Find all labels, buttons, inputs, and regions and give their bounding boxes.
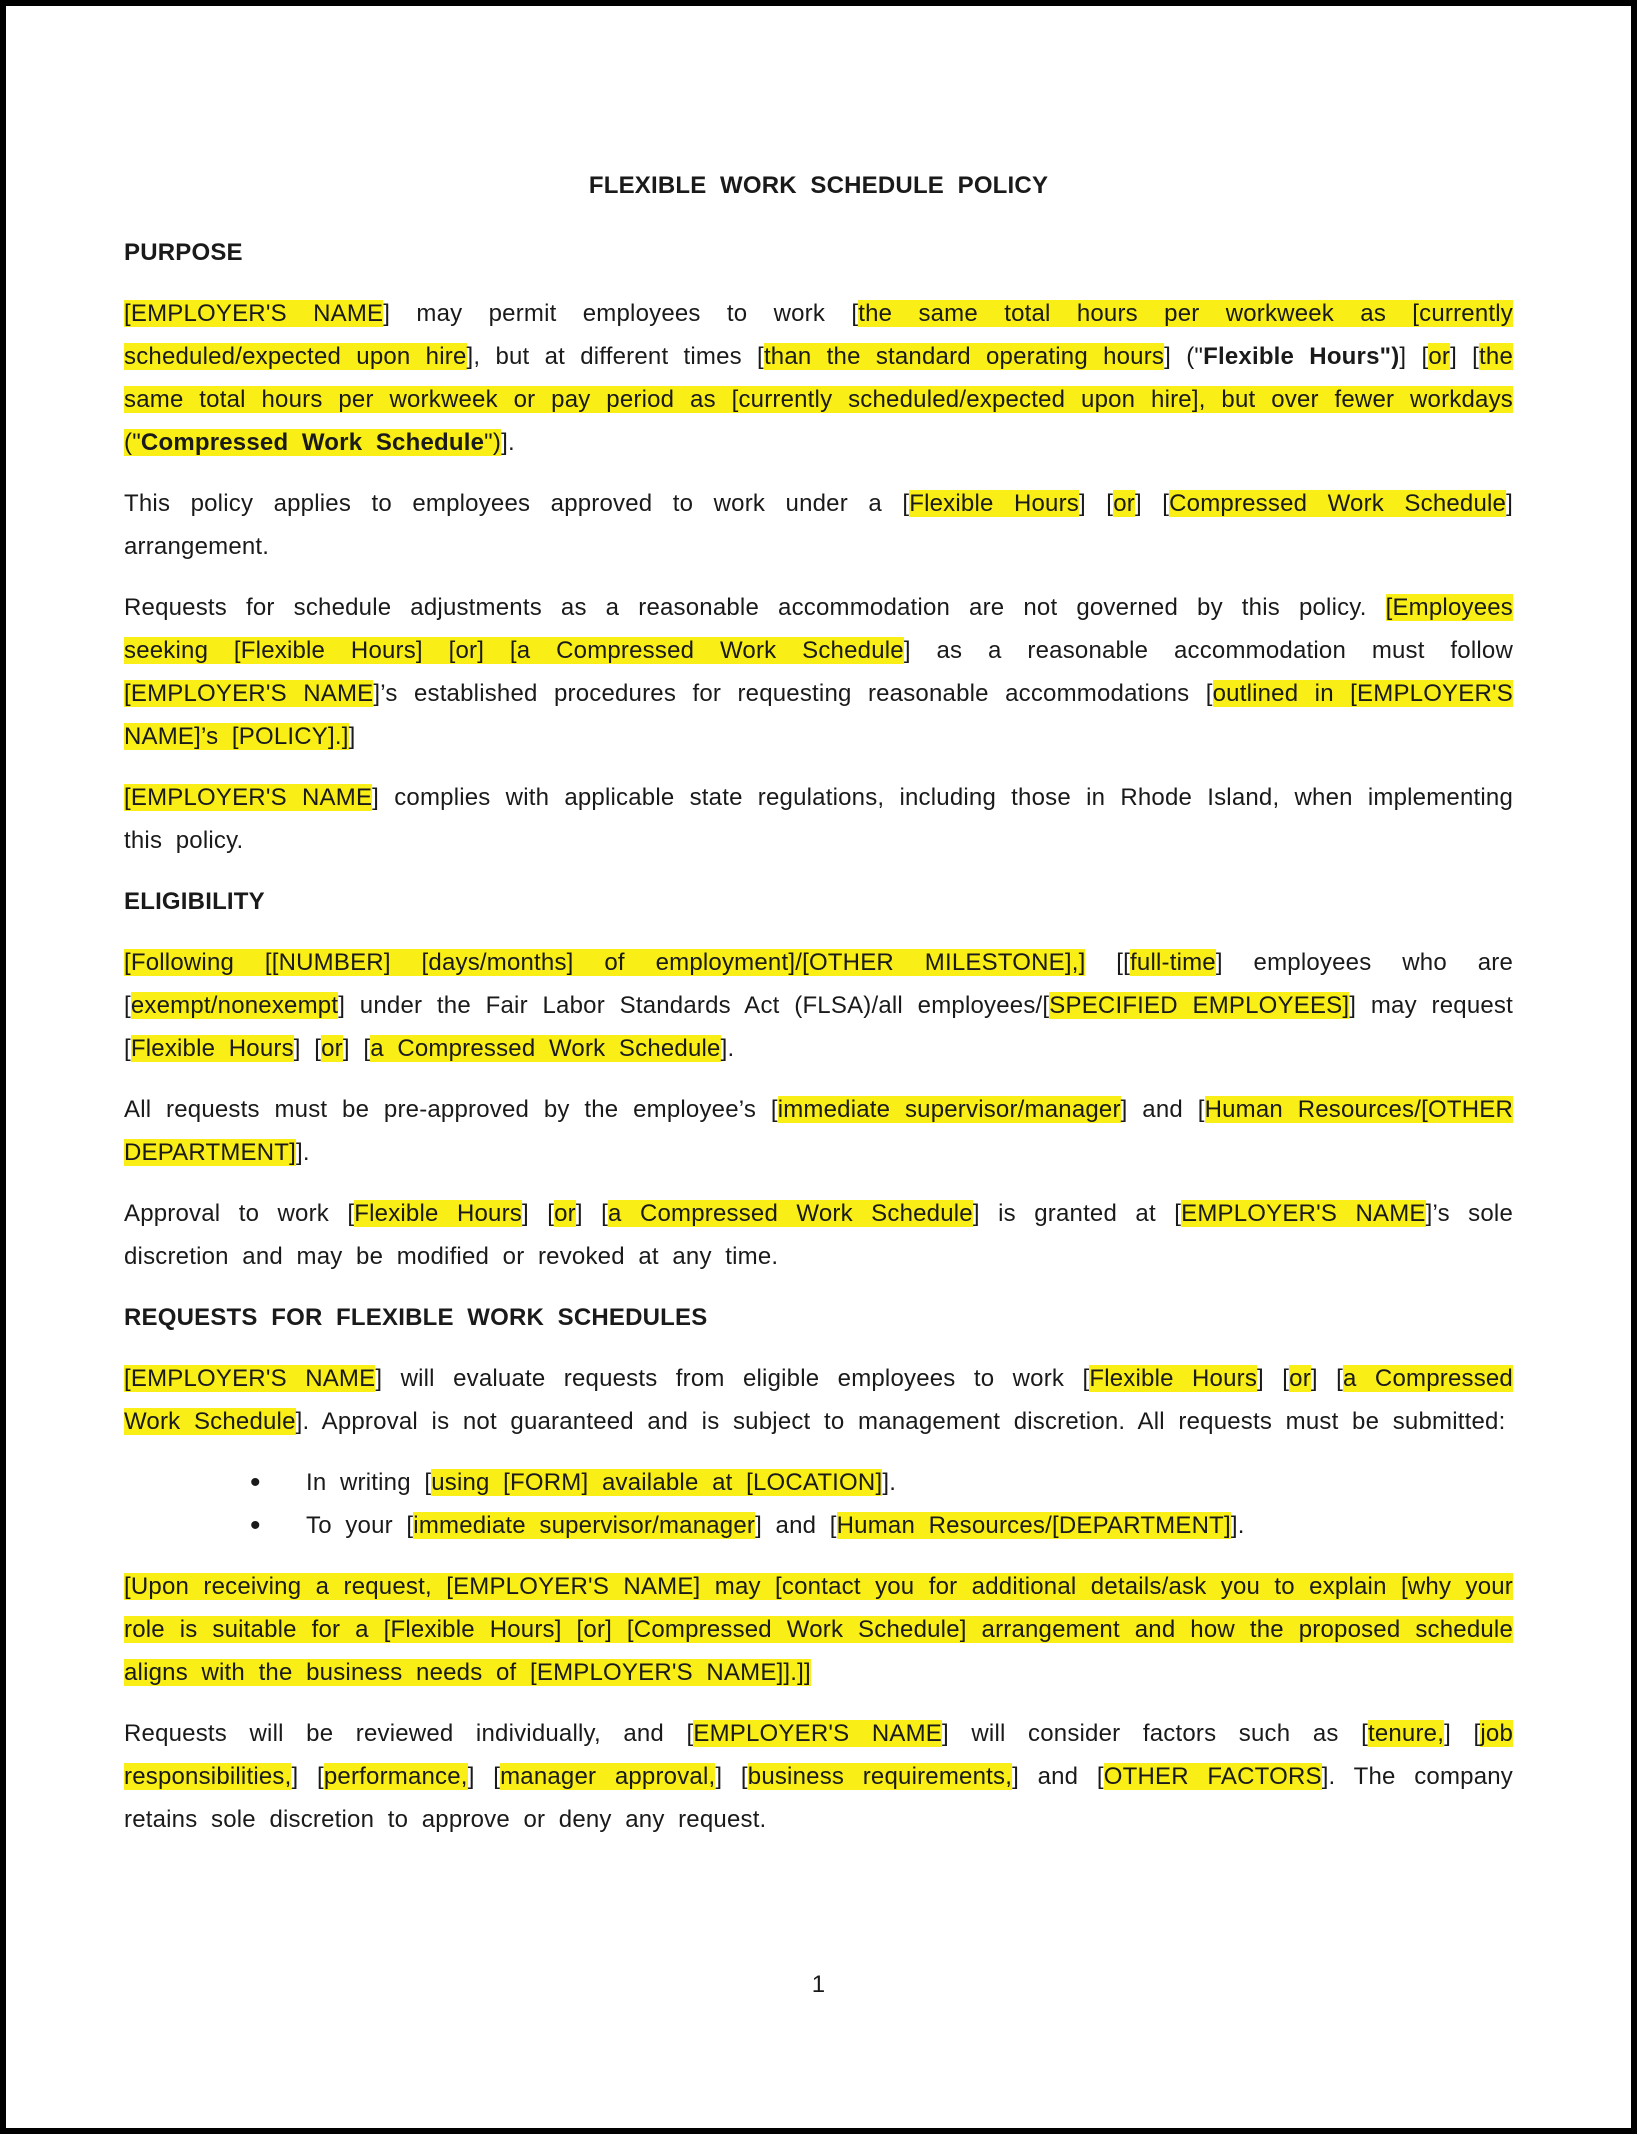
text-run: ] [ <box>1134 490 1170 517</box>
highlighted-placeholder: immediate supervisor/manager <box>413 1512 756 1539</box>
highlighted-placeholder: [EMPLOYER'S NAME <box>124 300 384 327</box>
text-run: ] [ <box>342 1035 371 1062</box>
highlighted-placeholder: [Following [[NUMBER] [days/months] of employment]/[OTHER MILESTONE],] <box>124 949 1086 976</box>
page-number: 1 <box>811 1971 826 1998</box>
bullet-item <box>250 1461 1513 1504</box>
paragraph <box>124 1712 1513 1841</box>
highlighted-placeholder: using [FORM] available at [LOCATION] <box>431 1469 883 1496</box>
highlighted-placeholder: ") <box>484 429 502 456</box>
highlighted-placeholder: Flexible Hours <box>130 1035 294 1062</box>
text-run: In writing [ <box>306 1469 432 1496</box>
highlighted-placeholder: EMPLOYER'S NAME <box>693 1720 942 1747</box>
paragraph <box>124 586 1513 758</box>
highlighted-placeholder: [Employees seeking [Flexible Hours] [or] [a Compressed Work Schedule <box>124 594 1513 664</box>
text-run: ] may permit employees to work [ <box>383 300 859 327</box>
highlighted-placeholder: a Compressed Work Schedule <box>124 1365 1513 1435</box>
text-run: ] and [ <box>1120 1096 1205 1123</box>
highlighted-placeholder: Flexible Hours <box>354 1200 522 1227</box>
highlighted-placeholder: than the standard operating hours <box>763 343 1165 370</box>
highlighted-placeholder: outlined in [EMPLOYER'S NAME]’s [POLICY].] <box>124 680 1513 750</box>
paragraph <box>124 776 1513 862</box>
text-run: ] <box>348 723 356 750</box>
highlighted-placeholder: Human Resources/[DEPARTMENT] <box>836 1512 1231 1539</box>
highlighted-placeholder: manager approval, <box>500 1763 716 1790</box>
highlighted-placeholder: [EMPLOYER'S NAME <box>124 784 373 811</box>
text-run: Requests for schedule adjustments as a reasonable accommodation are not governed by this policy. <box>124 594 1386 621</box>
section-heading: ELIGIBILITY <box>124 888 265 915</box>
highlighted-placeholder: Compressed Work Schedule <box>140 429 485 456</box>
text-run: ] arrangement. <box>124 490 1513 560</box>
text-run: ] [ <box>1444 1720 1481 1747</box>
text-run: [[ <box>1085 949 1131 976</box>
paragraph <box>124 1088 1513 1174</box>
text-run: ] and [ <box>755 1512 837 1539</box>
text-run: ]. Approval is not guaranteed and is subject to management discretion. All requests must be submitted: <box>295 1408 1506 1435</box>
text-run: ] may request [ <box>124 992 1513 1062</box>
text-run: To your [ <box>306 1512 414 1539</box>
highlighted-placeholder: Compressed Work Schedule <box>1169 490 1507 517</box>
text-run: ]. <box>296 1139 310 1166</box>
paragraph <box>124 292 1513 464</box>
paragraph <box>124 482 1513 568</box>
text-run: ] [ <box>293 1035 322 1062</box>
highlighted-placeholder: Flexible Hours <box>1089 1365 1258 1392</box>
document-title: FLEXIBLE WORK SCHEDULE POLICY <box>588 172 1049 199</box>
highlighted-placeholder: OTHER FACTORS <box>1103 1763 1322 1790</box>
bullet-list <box>124 1461 1513 1547</box>
highlighted-placeholder: the same total hours per workweek as [currently scheduled/expected upon hire <box>124 300 1513 370</box>
text-run: ] [ <box>1450 343 1480 370</box>
highlighted-placeholder: job responsibilities, <box>124 1720 1513 1790</box>
highlighted-placeholder: [EMPLOYER'S NAME <box>124 1365 376 1392</box>
text-run: ] (" <box>1164 343 1204 370</box>
highlighted-placeholder: Flexible Hours <box>909 490 1079 517</box>
paragraph <box>124 941 1513 1070</box>
text-run: ] will consider factors such as [ <box>942 1720 1368 1747</box>
highlighted-placeholder: tenure, <box>1367 1720 1445 1747</box>
text-run: ] and [ <box>1012 1763 1104 1790</box>
bullet-item <box>250 1504 1513 1547</box>
text-run: This policy applies to employees approved to work under a [ <box>124 490 910 517</box>
highlighted-placeholder: or <box>554 1200 576 1227</box>
text-run: ] [ <box>291 1763 324 1790</box>
text-run: ] [ <box>521 1200 555 1227</box>
text-run: ] [ <box>467 1763 501 1790</box>
text-run: ] as a reasonable accommodation must follow <box>903 637 1513 664</box>
highlighted-placeholder: full-time <box>1130 949 1216 976</box>
text-run: ] [ <box>715 1763 748 1790</box>
section-heading: REQUESTS FOR FLEXIBLE WORK SCHEDULES <box>124 1304 708 1331</box>
highlighted-placeholder: EMPLOYER'S NAME <box>1181 1200 1426 1227</box>
paragraph <box>124 1565 1513 1694</box>
highlighted-placeholder: performance, <box>323 1763 468 1790</box>
text-run: ] will evaluate requests from eligible employees to work [ <box>375 1365 1090 1392</box>
text-run: ] is granted at [ <box>972 1200 1182 1227</box>
text-run: ] complies with applicable state regulations, including those in Rhode Island, when implementing this policy. <box>124 784 1513 854</box>
text-run: Flexible Hours") <box>1203 343 1400 370</box>
paragraph <box>124 1357 1513 1443</box>
highlighted-placeholder: or <box>1289 1365 1311 1392</box>
highlighted-placeholder: [EMPLOYER'S NAME <box>124 680 374 707</box>
text-run: ] employees who are [ <box>124 949 1513 1019</box>
text-run: ]. <box>501 429 515 456</box>
text-run: Approval to work [ <box>124 1200 355 1227</box>
text-run: ]. <box>720 1035 735 1062</box>
highlighted-placeholder: or <box>321 1035 343 1062</box>
paragraph <box>124 1192 1513 1278</box>
text-run: ] [ <box>575 1200 609 1227</box>
text-run: ] [ <box>1310 1365 1344 1392</box>
section-heading: PURPOSE <box>124 239 243 266</box>
text-run: ] [ <box>1079 490 1114 517</box>
highlighted-placeholder: or <box>1113 490 1135 517</box>
highlighted-placeholder: Human Resources/[OTHER DEPARTMENT] <box>124 1096 1513 1166</box>
highlighted-placeholder: the same total hours per workweek or pay period as [currently scheduled/expected upon hire], but over fewer workdays (" <box>124 343 1513 456</box>
text-run: ]. The company retains sole discretion to approve or deny any request. <box>124 1763 1514 1833</box>
text-run: All requests must be pre-approved by the employee’s [ <box>124 1096 778 1123</box>
highlighted-placeholder: a Compressed Work Schedule <box>370 1035 721 1062</box>
highlighted-placeholder: [Upon receiving a request, [EMPLOYER'S NAME] may [contact you for additional details/ask you to explain [why your role is suitable for a [Flexible Hours] [or] [Compressed Work Schedule] arrangement and how the proposed schedule aligns with the business needs of [EMPLOYER'S NAME]].]] <box>124 1573 1513 1686</box>
text-run: ], but at different times [ <box>466 343 764 370</box>
text-run: ] [ <box>1257 1365 1290 1392</box>
highlighted-placeholder: or <box>1428 343 1451 370</box>
highlighted-placeholder: a Compressed Work Schedule <box>608 1200 973 1227</box>
text-run: ] [ <box>1399 343 1429 370</box>
text-run: ] under the Fair Labor Standards Act (FLSA)/all employees/[ <box>338 992 1050 1019</box>
text-run: ]. <box>1230 1512 1245 1539</box>
text-run: Requests will be reviewed individually, and [ <box>124 1720 694 1747</box>
text-run: ]’s sole discretion and may be modified or revoked at any time. <box>124 1200 1513 1270</box>
highlighted-placeholder: exempt/nonexempt <box>130 992 339 1019</box>
highlighted-placeholder: business requirements, <box>747 1763 1013 1790</box>
text-run: ]. <box>882 1469 897 1496</box>
document-body <box>124 231 1513 1841</box>
highlighted-placeholder: immediate supervisor/manager <box>777 1096 1121 1123</box>
highlighted-placeholder: SPECIFIED EMPLOYEES] <box>1049 992 1350 1019</box>
text-run: ]’s established procedures for requesting reasonable accommodations [ <box>373 680 1213 707</box>
